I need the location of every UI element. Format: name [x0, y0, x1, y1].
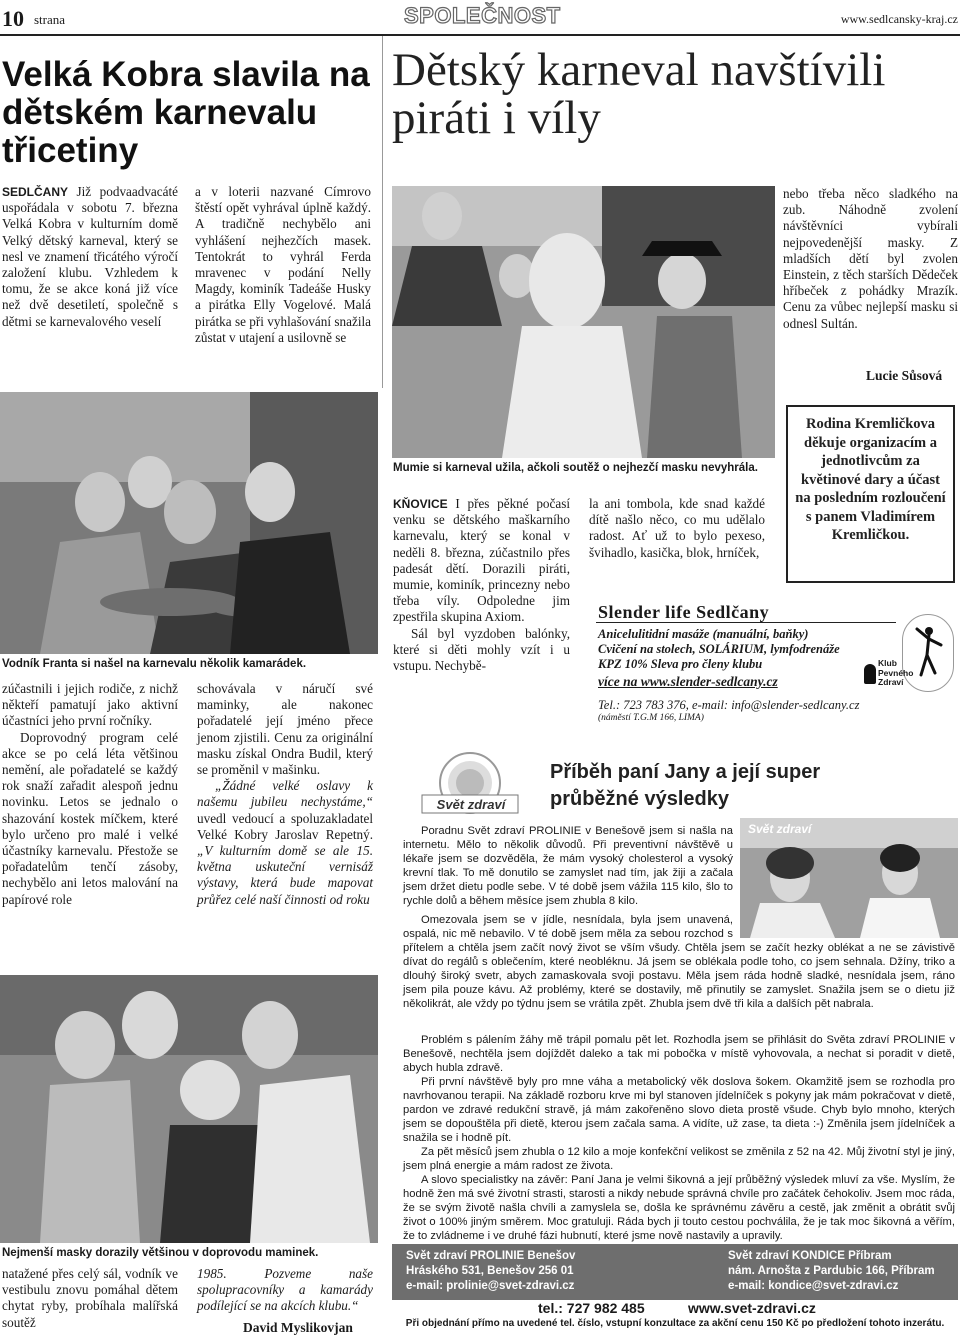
left-col1-top-text: Již podvaadvacáté uspořádala v sobotu 7. března Velká Kobra v kulturním domě Velký dětský karneval, který se nesl ve znamení třicátého výročí založení klubu. Vzhledem k tomu, že se akce koná již více než dvě desetiletí, společně s dětmi se karnevalového veselí	[2, 184, 179, 329]
left-col1-mid-p2: Doprovodný program celé akce se po celá léta většinou nemění, ale pořadatelé se každý rok snaží zařadit alespoň jednu novinku. Letos se jednalo o shazování kostek míčkem, které bylo určeno pro malé i velké účastníky karnevalu. Přestože se pořadatelům tenčí zásoby, nechybělo ani letos malování na papírové role	[2, 729, 178, 907]
svet-note: Při objednání přímo na uvedené tel. číslo, vstupní konzultace za akční cenu 150 Kč po předložení tohoto inzerátu.	[405, 1318, 945, 1329]
notice-text: Rodina Kremličkova děkuje organizacím a jednotlivcům za květinové dary a účast na posledním rozloučení s panem Vladimírem Kremličkou.	[795, 416, 946, 543]
slender-ad	[590, 592, 958, 738]
slender-line1: Anicelulitidní masáže (manuální, baňky)	[598, 627, 809, 641]
svet-body-rest	[403, 1033, 955, 1243]
carnival-photo-mothers	[0, 975, 378, 1243]
svet-photo	[740, 818, 958, 938]
right-photo-caption: Mumie si karneval užila, ačkoli soutěž o nejhezčí masku nevyhrála.	[393, 462, 758, 474]
author-myslikovjan: David Myslikovjan	[243, 1320, 353, 1335]
left-col1-top	[2, 184, 178, 330]
right-col1-p2: Sál byl vyzdoben balónky, které si děti mohly vzít i u vstupu. Nechybě-	[393, 625, 570, 674]
footer-left-mail[interactable]: e-mail: prolinie@svet-zdravi.cz	[406, 1280, 575, 1292]
svet-p6: A slovo specialistky na závěr: Paní Jana je velmi šikovná a její průběžný výsledek mluví za vše. Myslím, že hodně žen má své životní strasti, starosti a nikdy nebude správná chvíle pro začátek čehokoliv. Jsem moc ráda, že se svým životě našla chvíli a zamyslela se, došla ke správnému závěru a cestě, jak změnit a obrátit svůj život o 100% jiným směrem. Moc gratuluji. Ráda bych ji touto cestou pochválila, že je tak moc šikovná a věřím, že to zvládneme i ve druhé fázi hubnutí, které jsme nově nastavily a upravily.	[403, 1174, 955, 1242]
slender-line2: Cvičení na stolech, SOLÁRIUM, lymfodrenáže	[598, 642, 840, 656]
footer-right-name: Svět zdraví KONDICE Příbram	[728, 1250, 892, 1262]
svet-web[interactable]: www.svet-zdravi.cz	[688, 1300, 816, 1316]
slender-web[interactable]: více na www.slender-sedlcany.cz	[598, 674, 778, 689]
left-col2-mid-p1: schovávala v náručí své maminky, ale nakonec pořadatelé její jméno přece jenom zjistili. Cenu za originální masku získal Ondra Budil, který se proměnil v mašinku.	[197, 681, 373, 778]
photo2-caption: Nejmenší masky dorazily většinou v doprovodu maminek.	[2, 1247, 319, 1259]
svet-p2a: Omezovala jsem se v jídle, nesnídala, byla jsem unavená, ospalá, nic mě nebavilo. V té době jsem měla za sebou rozchod s přítelem a chtěla jsem začít nový život se vším všudy. Chtěla jsem se začít hezky oblékat a ne se závistivě dívat do regálů s oblečením, které neobléknu. Já jsem se oblékala podle toho, co jsem sehnala. Džíny, triko a dlouhý široký svetr, abych zamaskovala svoji postavu. Měla jsem ráda hodně sladké, nesnídala jsem, ráno jsem pila pouze kávu. Až problémy, které se dostavily, mě přinutily se zamyslet. Snažila jsem se o dietu již několikrát, ale vždy po týdnu jsem se vrátila zpět. Zhubla jsem dvě tři kila a dalších pět nabrala.	[403, 914, 955, 1010]
footer-left-name: Svět zdraví PROLINIE Benešov	[406, 1250, 576, 1262]
photo1-caption: Vodník Franta si našel na karnevalu několik kamarádek.	[2, 658, 307, 670]
svet-p4: Při první návštěvě byly pro mne váha a metabolický věk doslova šokem. Okamžitě jsem se rozhodla pro navrhovanou terapii. Na základě rozboru krve mi byl stanoven jídelníček s pokyny jak mám pokračovat v dietě, pardon ve zdravé redukční stravě, já mám zakořeněno slovo dieta prostě všude. Chyb bylo mnoho, kterých jsem se dopouštěla při dietě, kterou jsem začala sama. A vidíte, už zase, ta dieta :-) Změnila jsem jídelníček a snažila se i hodně pít.	[403, 1076, 955, 1144]
carnival-photo-vodnik	[0, 392, 378, 654]
left-col2-mid-p2: uvedl vedoucí a spoluzakladatel Velké Kobry Jaroslav Repetný.	[197, 810, 373, 842]
svet-zdravi-logo	[400, 743, 540, 821]
left-col2-bottom: 1985. Pozveme naše spolupracovníky a kamarády podílející se na akcích klubu.“	[197, 1266, 373, 1314]
footer-right-addr: nám. Arnošta z Pardubic 166, Příbram	[728, 1265, 935, 1277]
header-rule	[0, 34, 960, 36]
right-col1	[393, 496, 570, 674]
right-col2: la ani tombola, kde snad každé dítě našlo něco, co mu udělalo radost. Ať už to bylo pexeso, švihadlo, kasička, blok, hrníček,	[589, 496, 765, 560]
klub-icon	[864, 664, 876, 684]
slender-line3: KPZ 10% Sleva pro členy klubu	[598, 657, 763, 671]
svet-headline: Příběh paní Jany a její super průběžné výsledky	[550, 761, 821, 810]
svet-photo-label: Svět zdraví	[748, 822, 812, 836]
slender-title: Slender life Sedlčany	[598, 602, 770, 622]
left-col2-top: a v loterii nazvané Címrovo štěstí opět vyhrával úplně každý. A tradičně nechybělo ani vyhlášení nejhezčích masek. Tentokrát to vyhrál Ferda mravenec v podání Nelly Magdy, kominík Tadeáše Husky a pirátka Elly Vogelové. Malá pirátka se při vyhlašování snažila zůstat v utajení a usilovně se	[195, 184, 371, 345]
footer-left-addr: Hráského 531, Benešov 256 01	[406, 1265, 574, 1277]
slender-rule	[596, 622, 896, 623]
quote2: „V kulturním domě se ale 15. května uskuteční vernisáž výstavy, která bude mapovat průřez celé naší činnosti od roku	[197, 843, 373, 907]
page-number: 10	[2, 6, 24, 31]
left-col1-bottom: natažené přes celý sál, vodník ve vestibulu znovu pomáhal dětem chytat ryby, probíhala malířská soutěž	[2, 1266, 178, 1330]
svet-footer-band	[392, 1244, 958, 1300]
right-headline: Dětský karneval navštívili piráti i víly	[392, 44, 886, 144]
svet-tel: tel.: 727 982 485	[538, 1300, 645, 1316]
left-headline: Velká Kobra slavila na dětském karnevalu třicetiny	[2, 55, 370, 170]
right-side-text: nebo třeba něco sladkého na zub. Náhodně zvolení návštěvníci vybírali nejpovedenější masky. Z mladších dětí byl zvolen Einstein, z těch starších Dědeček hříbeček z pohádky Mrazík. Cenu za vůbec nejlepší masku si odnesl Sultán.	[783, 186, 958, 331]
carnival-photo-mummy	[392, 186, 775, 458]
column-divider	[382, 36, 383, 388]
left-col1-mid-p1: zúčastnili i jejich rodiče, z nichž někteří pamatují jako aktivní účastníci jeho první ročníky.	[2, 681, 178, 729]
notice-box	[786, 405, 955, 583]
klub-label: Klub Pevného Zdraví	[878, 658, 914, 687]
slender-tel: Tel.: 723 783 376, e-mail: info@slender-sedlcany.cz	[598, 698, 860, 712]
slender-address: (náměstí T.G.M 166, LIMA)	[598, 713, 704, 723]
svet-p1: Poradnu Svět zdraví PROLINIE v Benešově jsem si našla na internetu. Mělo to několik důvodů. Při preventivní návštěvě u lékaře jsem se dozvěděla, že mám vysoký cholesterol a vysoký krevní tlak. To mě donutilo se zamyslet nad tím, jak žiji a začala jsem držet dietu podle sebe. V té době jsem vážila 115 kilo, šlo to rychle dolů a během měsíce jsem zhubla 8 kilo.	[403, 825, 733, 907]
page-word: strana	[34, 12, 66, 27]
right-col1-text: I přes pěkné počasí venku se dětského maškarního karnevalu, který se konal v neděli 8. března, zúčastnilo přes padesát dětí. Dorazili piráti, mumie, kominík, princezny nebo třeba víly. Odpoledne jim zpestřila skupina Axiom.	[393, 496, 571, 625]
svet-p5: Za pět měsíců jsem zhubla o 12 kilo a moje konfekční velikost se změnila z 52 na 42. Můj životní styl je jiný, jsem plná energie a mám radost ze života.	[403, 1146, 955, 1172]
section-title: SPOLEČNOST	[404, 3, 561, 28]
left-col1-mid	[2, 681, 178, 908]
svet-p3: Problém s pálením žáhy mě trápil pomalu pět let. Rozhodla jsem se přihlásit do Světa zdraví PROLINIE v Benešově, nechtěla jsem dojíždět daleko a tak mi pobočka v místě vyhovovala, a nechat si poradit v dietě, abych hubla zdravě.	[403, 1034, 955, 1074]
dateline: SEDLČANY	[2, 185, 69, 199]
svet-logo-text: Svět zdraví	[436, 797, 506, 812]
author-susova: Lucie Sůsová	[866, 368, 943, 383]
quote1: „Žádné velké oslavy k našemu jubileu nechystáme,“	[197, 778, 373, 810]
footer-right-mail[interactable]: e-mail: kondice@svet-zdravi.cz	[728, 1280, 899, 1292]
website: www.sedlcansky-kraj.cz	[840, 12, 958, 26]
left-col2-mid	[197, 681, 373, 908]
right-dateline: KŇOVICE	[393, 497, 448, 511]
